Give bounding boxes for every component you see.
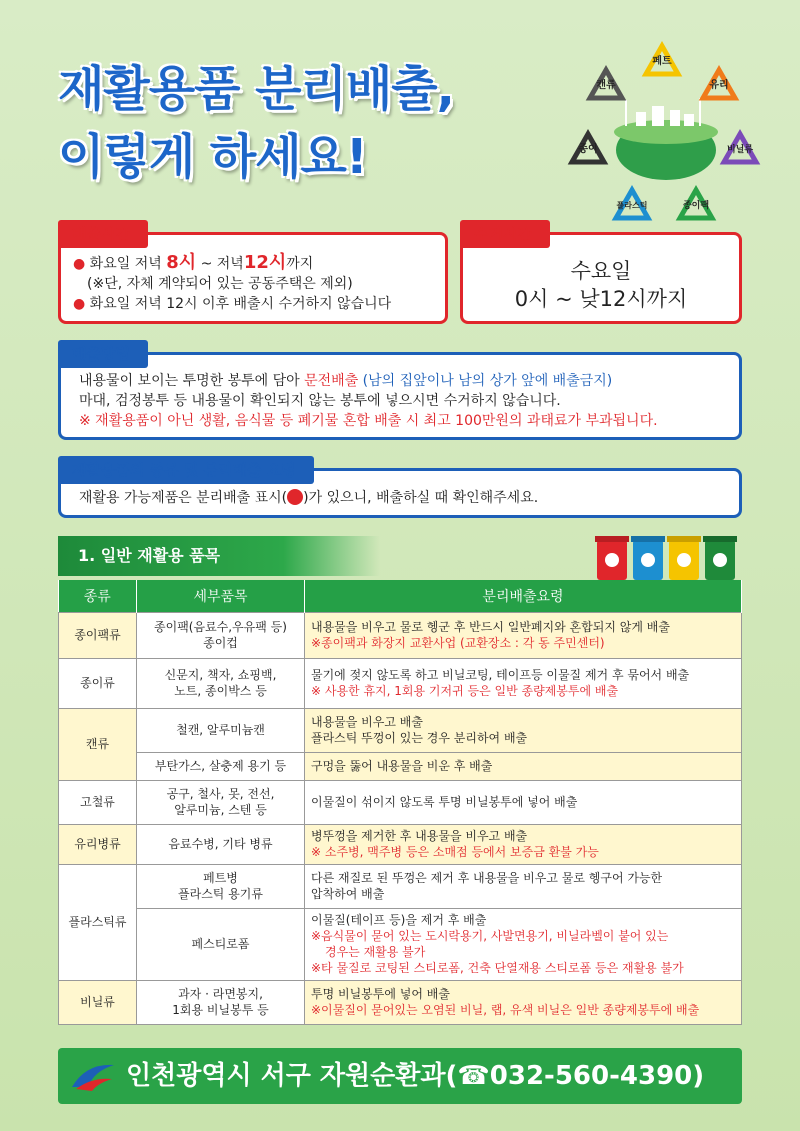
disposal-method-tag: 배출방법 <box>58 340 148 368</box>
table-row <box>59 824 742 864</box>
phone-icon: ☎ <box>457 1061 490 1091</box>
table-row <box>59 980 742 1024</box>
header-category: 종류 <box>59 580 137 612</box>
recycle-mark-icon <box>287 489 303 505</box>
table-header-row <box>59 580 742 612</box>
recycle-bins-icon <box>595 522 740 582</box>
table-row <box>59 612 742 658</box>
title-line-1: 재활용품 분리배출, <box>58 61 454 117</box>
disposal-time-line-3: ● 화요일 저녁 12시 이후 배출시 수거하지 않습니다 <box>73 296 392 312</box>
title-line-2: 이렇게 하세요! <box>58 129 367 185</box>
row-item: 부탄가스, 살충제 용기 등 <box>137 752 305 780</box>
footer-banner <box>58 1048 742 1104</box>
footer-phone: 032-560-4390) <box>489 1061 705 1091</box>
recyclable-types-tag: 재활용품의 종류 및 분리배출 요령 <box>58 456 314 484</box>
seo-gu-logo-icon <box>68 1059 118 1093</box>
row-desc: 다른 재질로 된 뚜껑은 제거 후 내용물을 비우고 물로 헹구어 가능한 압착하여 배출 <box>305 864 742 908</box>
row-category: 고철류 <box>59 780 137 824</box>
plastic-cycle-icon: 플라스틱 <box>610 184 654 228</box>
collection-day: 수요일 <box>570 259 632 283</box>
row-desc: 이물질이 섞이지 않도록 투명 비닐봉투에 넣어 배출 <box>305 780 742 824</box>
collection-hours: 0시 ~ 낮12시까지 <box>514 287 688 311</box>
table-row <box>59 658 742 708</box>
row-desc: 내용물을 비우고 물로 헹군 후 반드시 일반폐지와 혼합되지 않게 배출 ※종이팩과 화장지 교환사업 (교환장소 : 각 동 주민센터) <box>305 612 742 658</box>
header-item: 세부품목 <box>137 580 305 612</box>
row-item: 신문지, 책자, 쇼핑백, 노트, 종이박스 등 <box>137 658 305 708</box>
row-item: 공구, 철사, 못, 전선, 알루미늄, 스텐 등 <box>137 780 305 824</box>
row-desc: 이물질(테이프 등)을 제거 후 배출 ※음식물이 묻어 있는 도시락용기, 사발면용기, 비닐라벨이 붙어 있는 경우는 재활용 불가 ※타 물질로 코팅된 스티로폼, 건축 단열재용 스티로폼 등은 재활용 불가 <box>305 908 742 980</box>
row-item: 철캔, 알루미늄캔 <box>137 708 305 752</box>
glass-cycle-icon: 유리 <box>697 64 741 108</box>
row-category: 유리병류 <box>59 824 137 864</box>
row-item: 페트병 플라스틱 용기류 <box>137 864 305 908</box>
paper-pack-cycle-icon: 종이팩 <box>674 184 718 228</box>
row-desc: 병뚜껑을 제거한 후 내용물을 비우고 배출 ※ 소주병, 맥주병 등은 소매점 등에서 보증금 환불 가능 <box>305 824 742 864</box>
row-desc: 구멍을 뚫어 내용물을 비운 후 배출 <box>305 752 742 780</box>
disposal-method-box <box>58 352 742 440</box>
disposal-time-line-2: (※단, 자체 계약되어 있는 공동주택은 제외) <box>87 276 353 292</box>
page-title <box>58 55 454 191</box>
paper-cycle-icon: 종이 <box>566 128 610 172</box>
disposal-time-tag: 배출시간 <box>58 220 148 248</box>
method-warning: ※ 재활용품이 아닌 생활, 음식물 등 폐기물 혼합 배출 시 최고 100만원의 과태료가 부과됩니다. <box>79 413 658 429</box>
footer-department: 인천광역시 서구 자원순환과( <box>126 1061 458 1091</box>
row-category: 캔류 <box>59 708 137 780</box>
pet-cycle-icon: 페트 <box>640 40 684 84</box>
row-category: 비닐류 <box>59 980 137 1024</box>
row-category: 플라스틱류 <box>59 864 137 980</box>
recyclable-types-line: 재활용 가능제품은 분리배출 표시( )가 있으니, 배출하실 때 확인해주세요. <box>79 490 539 506</box>
table-row <box>59 752 742 780</box>
recycling-table <box>58 580 742 1025</box>
table-row <box>59 780 742 824</box>
row-desc: 투명 비닐봉투에 넣어 배출 ※이물질이 묻어있는 오염된 비닐, 랩, 유색 비닐은 일반 종량제봉투에 배출 <box>305 980 742 1024</box>
vinyl-cycle-icon: 비닐류 <box>718 128 762 172</box>
section-1-title: 1. 일반 재활용 품목 <box>58 536 380 576</box>
table-row <box>59 864 742 908</box>
row-item: 페스티로폼 <box>137 908 305 980</box>
table-row <box>59 708 742 752</box>
method-line-1: 내용물이 보이는 투명한 봉투에 담아 문전배출 (남의 집앞이나 남의 상가 앞에 배출금지) <box>79 373 613 389</box>
row-desc: 내용물을 비우고 배출 플라스틱 뚜껑이 있는 경우 분리하여 배출 <box>305 708 742 752</box>
row-desc: 물기에 젖지 않도록 하고 비닐코팅, 테이프등 이물질 제거 후 묶어서 배출 ※ 사용한 휴지, 1회용 기저귀 등은 일반 종량제봉투에 배출 <box>305 658 742 708</box>
method-line-2: 마대, 검정봉투 등 내용물이 확인되지 않는 봉투에 넣으시면 수거하지 않습니다. <box>79 393 561 409</box>
header-method: 분리배출요령 <box>305 580 742 612</box>
row-item: 음료수병, 기타 병류 <box>137 824 305 864</box>
collection-time-tag: 수거시간 <box>460 220 550 248</box>
row-category: 종이팩류 <box>59 612 137 658</box>
row-category: 종이류 <box>59 658 137 708</box>
row-item: 과자 · 라면봉지, 1회용 비닐봉투 등 <box>137 980 305 1024</box>
disposal-time-line-1: ● 화요일 저녁 8시 ~ 저녁12시까지 <box>73 252 314 273</box>
row-item: 종이팩(음료수,우유팩 등) 종이컵 <box>137 612 305 658</box>
can-cycle-icon: 캔류 <box>584 64 628 108</box>
table-row <box>59 908 742 980</box>
